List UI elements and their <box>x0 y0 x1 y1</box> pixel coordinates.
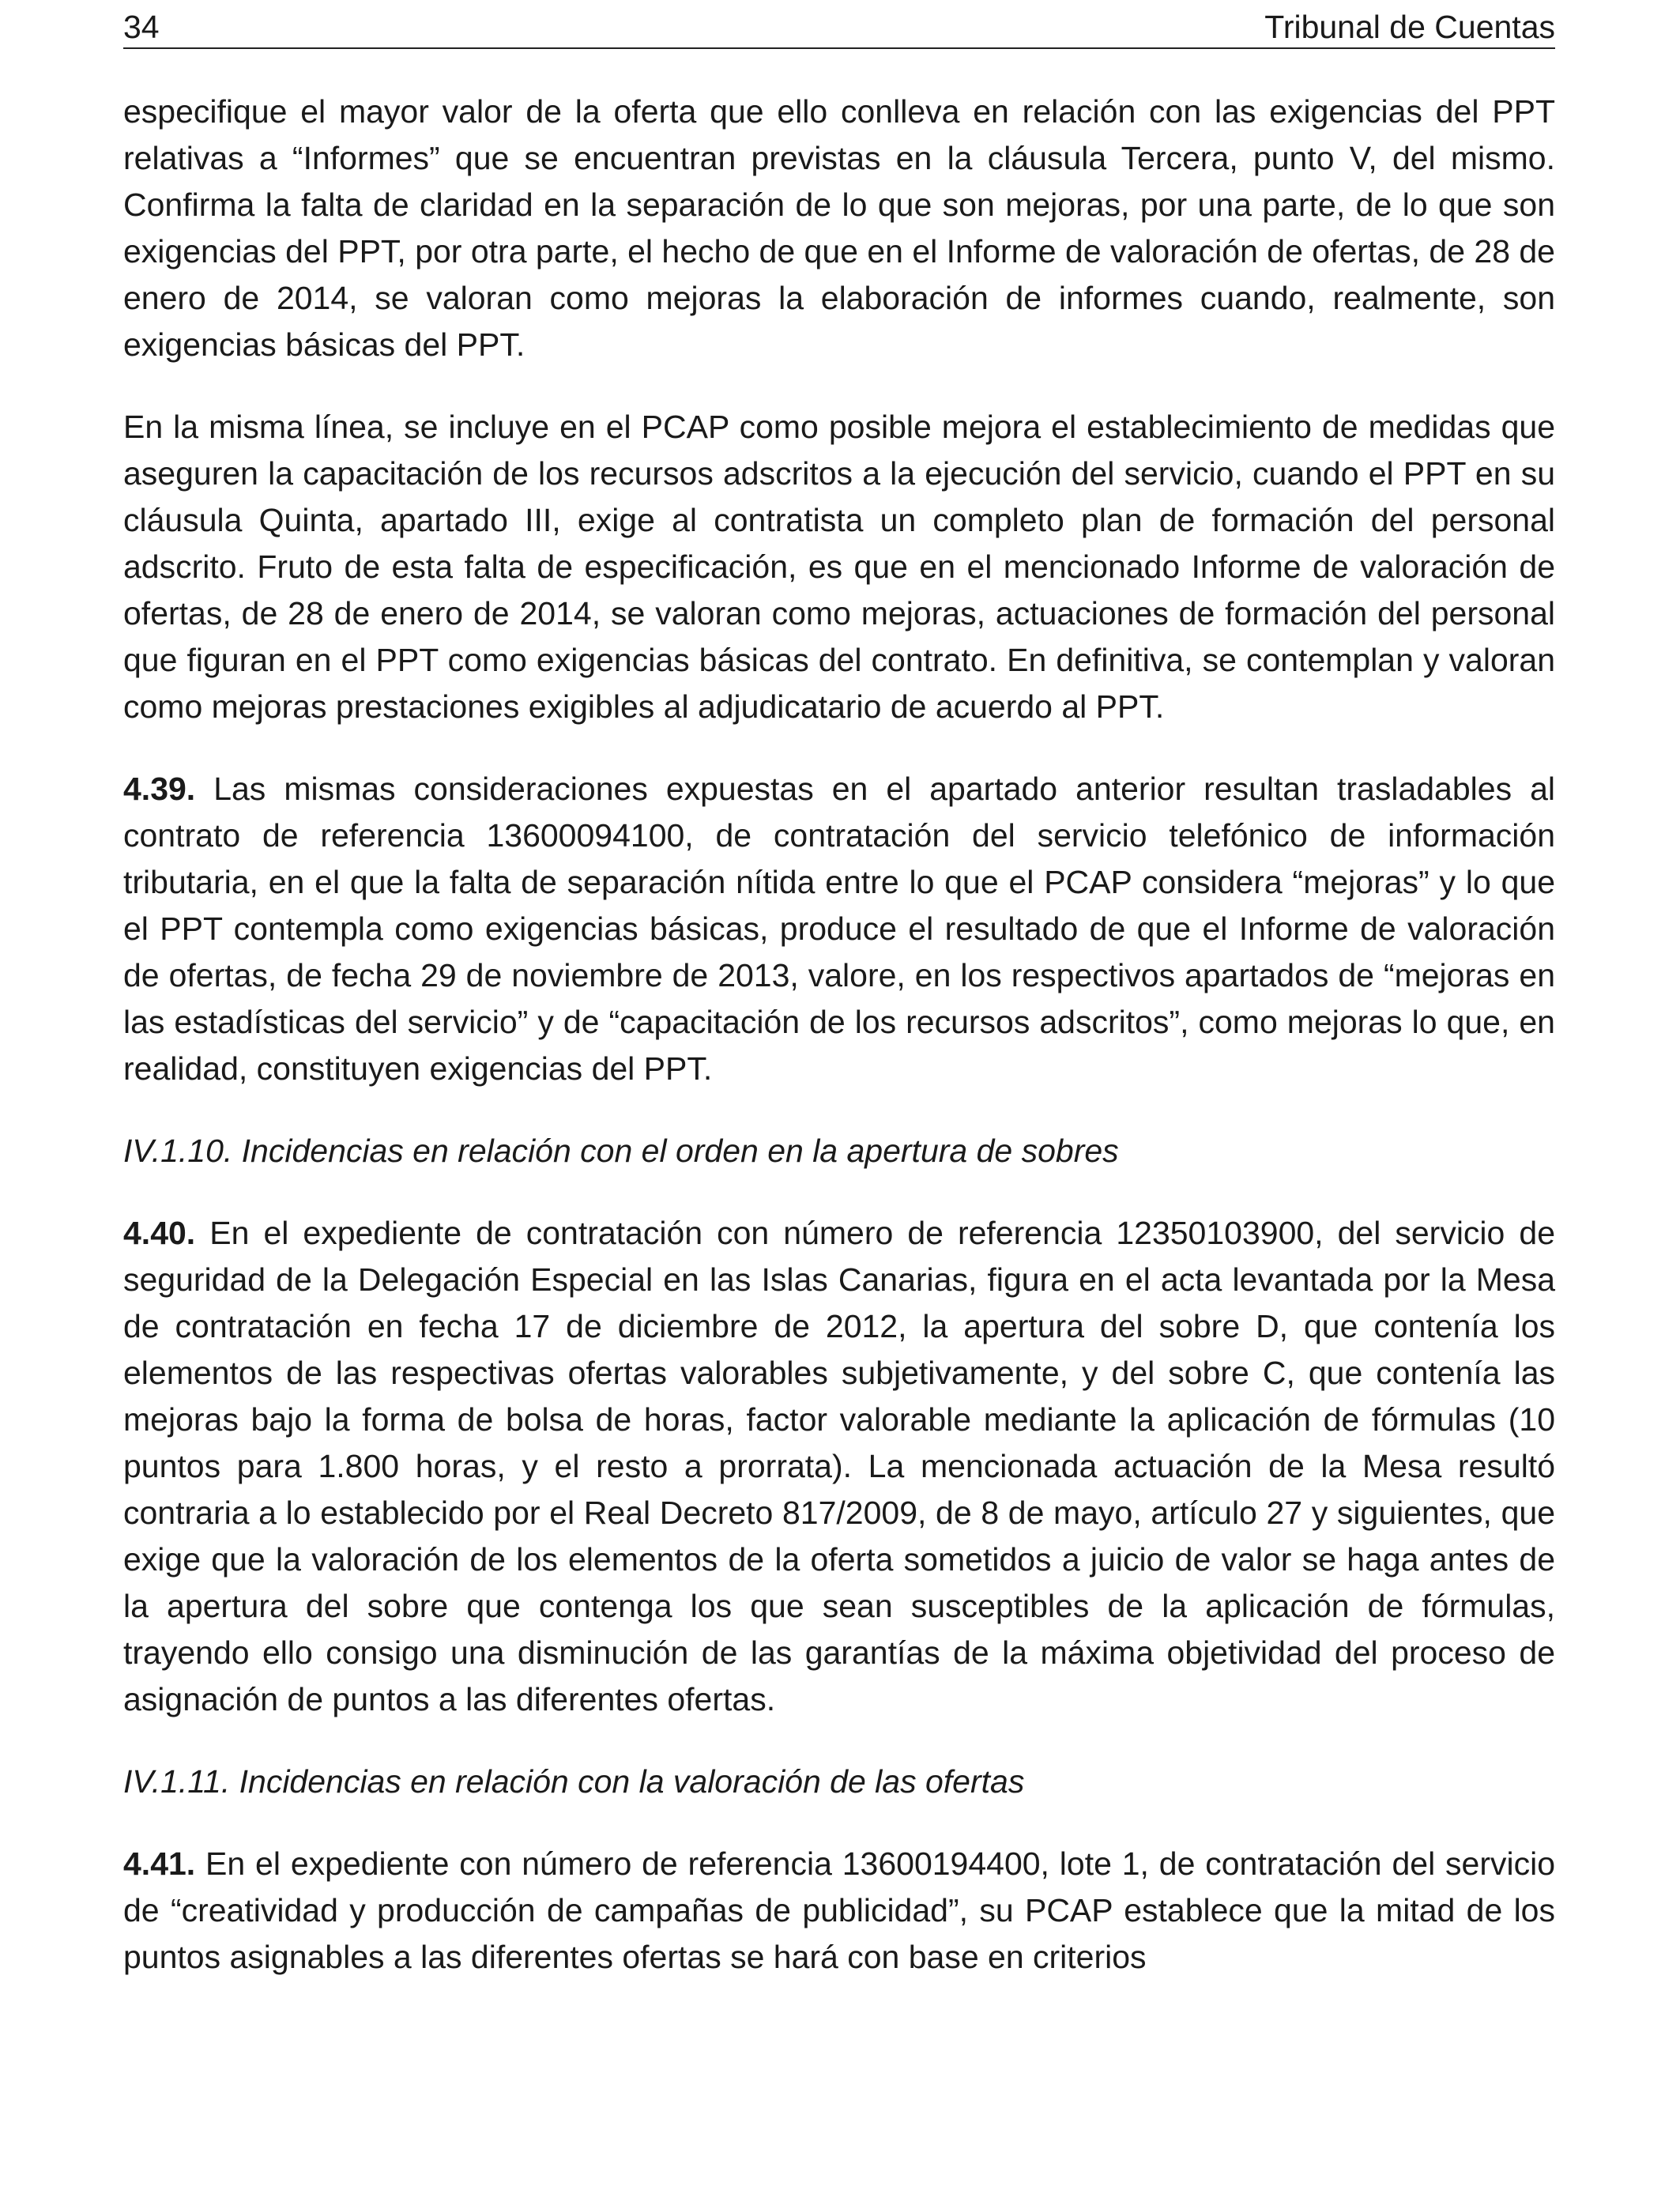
running-title: Tribunal de Cuentas <box>1264 9 1555 45</box>
section-heading-iv-1-11: IV.1.11. Incidencias en relación con la valoración de las ofertas <box>123 1763 1025 1800</box>
paragraph-number: 4.41. <box>123 1845 196 1882</box>
paragraph-4-41 <box>123 1841 1555 1981</box>
paragraph-4-40 <box>123 1210 1555 1723</box>
paragraph-number: 4.40. <box>123 1215 196 1251</box>
paragraph-text: En el expediente de contratación con número de referencia 12350103900, del servicio de seguridad de la Delegación Especial en las Islas Canarias, figura en el acta levantada por la Mesa de contratación en fecha 17 de diciembre de 2012, la apertura del sobre D, que contenía los elementos de las respectivas ofertas valorables subjetivamente, y del sobre C, que contenía las mejoras bajo la forma de bolsa de horas, factor valorable mediante la aplicación de fórmulas (10 puntos para 1.800 horas, y el resto a prorrata). La mencionada actuación de la Mesa resultó contraria a lo establecido por el Real Decreto 817/2009, de 8 de mayo, artículo 27 y siguientes, que exige que la valoración de los elementos de la oferta sometidos a juicio de valor se haga antes de la apertura del sobre que contenga los que sean susceptibles de la aplicación de fórmulas, trayendo ello consigo una disminución de las garantías de la máxima objetividad del proceso de asignación de puntos a las diferentes ofertas. <box>123 1215 1555 1717</box>
page-number: 34 <box>123 9 160 45</box>
document-body <box>123 89 1555 2016</box>
section-heading-iv-1-10: IV.1.10. Incidencias en relación con el orden en la apertura de sobres <box>123 1133 1119 1169</box>
paragraph-number: 4.39. <box>123 771 196 807</box>
paragraph-continuation: especifique el mayor valor de la oferta que ello conlleva en relación con las exigencias del PPT relativas a “Informes” que se encuentran previstas en la cláusula Tercera, punto V, del mismo. Confirma la falta de claridad en la separación de lo que son mejoras, por una parte, de lo que son exigencias del PPT, por otra parte, el hecho de que en el Informe de valoración de ofertas, de 28 de enero de 2014, se valoran como mejoras la elaboración de informes cuando, realmente, son exigencias básicas del PPT. <box>123 93 1555 363</box>
page-header <box>123 6 1555 49</box>
paragraph-text: Las mismas consideraciones expuestas en el apartado anterior resultan trasladables al contrato de referencia 13600094100, de contratación del servicio telefónico de información tributaria, en el que la falta de separación nítida entre lo que el PCAP considera “mejoras” y lo que el PPT contempla como exigencias básicas, produce el resultado de que el Informe de valoración de ofertas, de fecha 29 de noviembre de 2013, valore, en los respectivos apartados de “mejoras en las estadísticas del servicio” y de “capacitación de los recursos adscritos”, como mejoras lo que, en realidad, constituyen exigencias del PPT. <box>123 771 1555 1087</box>
paragraph-text: En el expediente con número de referencia 13600194400, lote 1, de contratación del servicio de “creatividad y producción de campañas de publicidad”, su PCAP establece que la mitad de los puntos asignables a las diferentes ofertas se hará con base en criterios <box>123 1845 1555 1975</box>
paragraph-misma-linea: En la misma línea, se incluye en el PCAP como posible mejora el establecimiento de medidas que aseguren la capacitación de los recursos adscritos a la ejecución del servicio, cuando el PPT en su cláusula Quinta, apartado III, exige al contratista un completo plan de formación del personal adscrito. Fruto de esta falta de especificación, es que en el mencionado Informe de valoración de ofertas, de 28 de enero de 2014, se valoran como mejoras, actuaciones de formación del personal que figuran en el PPT como exigencias básicas del contrato. En definitiva, se contemplan y valoran como mejoras prestaciones exigibles al adjudicatario de acuerdo al PPT. <box>123 409 1555 725</box>
paragraph-4-39 <box>123 766 1555 1092</box>
